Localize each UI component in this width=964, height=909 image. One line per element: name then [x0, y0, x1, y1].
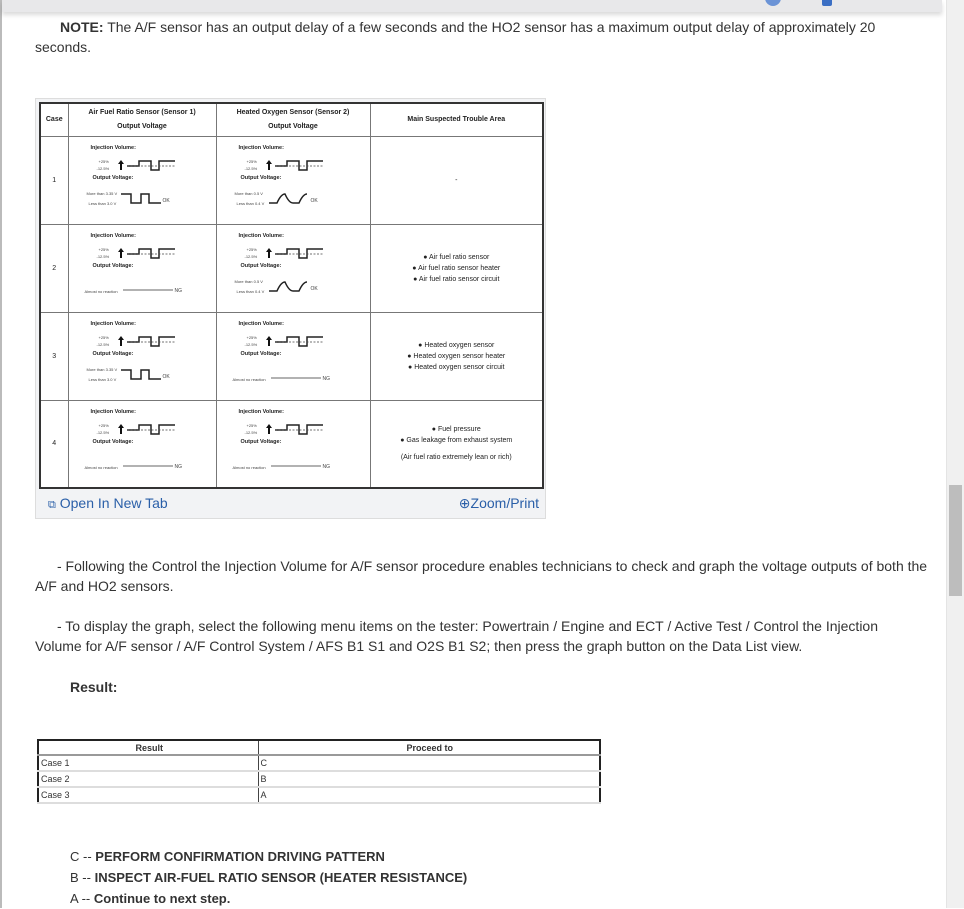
step-link[interactable]: INSPECT AIR-FUEL RATIO SENSOR (HEATER RESISTANCE): [94, 870, 468, 885]
plus-label: +25%: [98, 422, 109, 428]
header-trouble: Main Suspected Trouble Area: [370, 103, 543, 136]
output-label: Output Voltage:: [240, 438, 282, 445]
trouble-item: ● Heated oxygen sensor heater: [407, 352, 506, 360]
injection-waveform: [117, 423, 177, 437]
step-link[interactable]: PERFORM CONFIRMATION DRIVING PATTERN: [95, 849, 385, 864]
output-label: Output Voltage:: [92, 262, 134, 269]
injection-waveform: [265, 335, 325, 349]
af-sub: Output Voltage: [117, 123, 167, 131]
step-prefix: C --: [70, 849, 92, 864]
header-af: [68, 103, 216, 136]
lo-voltage-label: Less than 3.0 V: [88, 376, 117, 382]
injection-label: Injection Volume:: [90, 320, 136, 327]
trouble-text: Fuel pressure: [437, 426, 481, 434]
af-title: Air Fuel Ratio Sensor (Sensor 1): [88, 109, 196, 117]
diagnostic-table: [39, 102, 544, 489]
trouble-item: -: [455, 176, 458, 184]
table-row: [38, 771, 600, 787]
no-reaction-label: Almost no reaction: [84, 464, 118, 470]
proceed-cell: A: [258, 787, 600, 803]
note-text: The A/F sensor has an output delay of a few seconds and the HO2 sensor has a maximum output delay of approximately 20 seconds.: [35, 19, 876, 55]
injection-label: Injection Volume:: [238, 408, 284, 415]
lo-voltage-label: Less than 0.4 V: [236, 200, 265, 206]
no-reaction-label: Almost no reaction: [84, 288, 118, 294]
table-row: [40, 224, 543, 312]
ho2-title: Heated Oxygen Sensor (Sensor 2): [236, 109, 350, 117]
af-sensor-cell: [68, 312, 216, 400]
scrollbar-thumb[interactable]: [949, 485, 962, 596]
plus-label: +25%: [246, 422, 257, 428]
minus-label: -12.5%: [96, 341, 110, 347]
minus-label: -12.5%: [244, 341, 258, 347]
lo-voltage-label: Less than 3.0 V: [88, 200, 117, 206]
note-paragraph: [35, 17, 915, 57]
minus-label: -12.5%: [244, 429, 258, 435]
open-tab-label: Open In New Tab: [59, 495, 168, 511]
trouble-cell: [370, 312, 543, 400]
case-number: 3: [40, 312, 68, 400]
table-row: [40, 136, 543, 224]
ng-label: NG: [322, 463, 330, 470]
injection-label: Injection Volume:: [90, 408, 136, 415]
trouble-cell: [370, 136, 543, 224]
diagnostic-figure: [35, 98, 546, 519]
trouble-item: ● Air fuel ratio sensor: [423, 253, 490, 261]
result-cell: Case 1: [38, 755, 258, 771]
lo-voltage-label: Less than 0.4 V: [236, 288, 265, 294]
zoom-print-link[interactable]: [459, 495, 539, 512]
plus-label: +25%: [246, 246, 257, 252]
trouble-item: ● Fuel pressure: [431, 426, 481, 434]
plus-label: +25%: [98, 334, 109, 340]
af-sensor-cell: [68, 400, 216, 488]
minus-label: -12.5%: [96, 165, 110, 171]
next-steps: [70, 846, 467, 909]
injection-waveform: [117, 247, 177, 261]
injection-label: Injection Volume:: [90, 144, 136, 151]
plus-label: +25%: [246, 158, 257, 164]
flat-waveform: [271, 375, 321, 381]
trouble-item: ● Gas leakage from exhaust system: [400, 437, 513, 445]
zoom-print-label: Zoom/Print: [470, 495, 539, 511]
result-table: [37, 739, 601, 804]
output-label: Output Voltage:: [92, 438, 134, 445]
plus-label: +25%: [98, 158, 109, 164]
table-row: [40, 312, 543, 400]
trouble-item: ● Heated oxygen sensor circuit: [408, 363, 505, 371]
ok-label: OK: [310, 197, 318, 204]
ok-label: OK: [162, 373, 170, 380]
injection-label: Injection Volume:: [90, 232, 136, 239]
scrollbar-track[interactable]: [946, 0, 964, 908]
open-in-new-tab-link[interactable]: [48, 495, 168, 512]
ng-label: NG: [174, 287, 182, 294]
hi-voltage-label: More than 3.35 V: [86, 366, 118, 372]
step-c: [70, 846, 467, 867]
injection-label: Injection Volume:: [238, 144, 284, 151]
ng-label: NG: [322, 375, 330, 382]
trouble-cell: [370, 400, 543, 488]
header-case: Case: [40, 103, 68, 136]
sticky-header: [2, 0, 942, 12]
output-label: Output Voltage:: [240, 174, 282, 181]
avatar[interactable]: [765, 0, 781, 6]
zoom-icon: ⊕: [458, 495, 471, 511]
trouble-item: ● Air fuel ratio sensor circuit: [413, 275, 500, 283]
voltage-waveform: [121, 192, 163, 206]
paragraph-display-graph: - To display the graph, select the following menu items on the tester: Powertrain / Engine and ECT / Active Test / Control the Injection Volume for A/F sensor / A/F Control System / AFS B1 S1 and O2S B1 S2; then press the graph button on the Data List view.: [35, 618, 878, 654]
case-number: 4: [40, 400, 68, 488]
hi-voltage-label: More than 3.35 V: [86, 190, 118, 196]
minus-label: -12.5%: [96, 253, 110, 259]
proceed-cell: B: [258, 771, 600, 787]
flat-waveform: [271, 463, 321, 469]
minus-label: -12.5%: [244, 253, 258, 259]
ok-label: OK: [162, 197, 170, 204]
voltage-waveform: [269, 192, 311, 206]
ng-label: NG: [174, 463, 182, 470]
step-prefix: B --: [70, 870, 91, 885]
flat-waveform: [123, 287, 173, 293]
hi-voltage-label: More than 0.5 V: [234, 190, 263, 196]
trouble-text: Heated oxygen sensor heater: [413, 352, 506, 360]
injection-waveform: [265, 159, 325, 173]
injection-label: Injection Volume:: [238, 320, 284, 327]
minus-label: -12.5%: [244, 165, 258, 171]
ho2-sub: Output Voltage: [268, 123, 318, 131]
result-label: Result:: [70, 679, 118, 695]
plus-label: +25%: [246, 334, 257, 340]
table-row: [38, 787, 600, 803]
figure-links: [36, 491, 545, 517]
result-header: Result: [38, 740, 258, 755]
flat-waveform: [123, 463, 173, 469]
step-link[interactable]: Continue to next step.: [93, 891, 231, 906]
note-label: NOTE:: [60, 19, 104, 35]
output-label: Output Voltage:: [92, 174, 134, 181]
trouble-item: ● Air fuel ratio sensor heater: [412, 264, 501, 272]
case-number: 2: [40, 224, 68, 312]
result-cell: Case 2: [38, 771, 258, 787]
ok-label: OK: [310, 285, 318, 292]
injection-label: Injection Volume:: [238, 232, 284, 239]
window-border: [0, 0, 2, 908]
trouble-text: Air fuel ratio sensor circuit: [418, 275, 500, 283]
output-label: Output Voltage:: [92, 350, 134, 357]
no-reaction-label: Almost no reaction: [232, 376, 266, 382]
trouble-text: Gas leakage from exhaust system: [406, 437, 513, 445]
case-number: 1: [40, 136, 68, 224]
trouble-text: Air fuel ratio sensor: [428, 253, 490, 261]
trouble-cell: [370, 224, 543, 312]
step-b: [70, 867, 467, 888]
no-reaction-label: Almost no reaction: [232, 464, 266, 470]
result-cell: Case 3: [38, 787, 258, 803]
injection-waveform: [265, 247, 325, 261]
injection-waveform: [117, 335, 177, 349]
voltage-waveform: [121, 368, 163, 382]
step-a: [70, 888, 467, 909]
output-label: Output Voltage:: [240, 262, 282, 269]
af-sensor-cell: [68, 136, 216, 224]
header-ho2: [216, 103, 370, 136]
ho2-sensor-cell: [216, 400, 370, 488]
af-sensor-cell: [68, 224, 216, 312]
step-prefix: A --: [70, 891, 91, 906]
trouble-text: Heated oxygen sensor: [424, 341, 495, 349]
trouble-text: Heated oxygen sensor circuit: [414, 363, 505, 371]
table-row: [38, 755, 600, 771]
injection-waveform: [117, 159, 177, 173]
trouble-note: (Air fuel ratio extremely lean or rich): [400, 454, 512, 462]
proceed-cell: C: [258, 755, 600, 771]
plus-label: +25%: [98, 246, 109, 252]
voltage-waveform: [269, 280, 311, 294]
trouble-text: Air fuel ratio sensor heater: [418, 264, 501, 272]
hi-voltage-label: More than 0.5 V: [234, 278, 263, 284]
ho2-sensor-cell: [216, 136, 370, 224]
proceed-header: Proceed to: [258, 740, 600, 755]
output-label: Output Voltage:: [240, 350, 282, 357]
injection-waveform: [265, 423, 325, 437]
trouble-item: ● Heated oxygen sensor: [418, 341, 495, 349]
header-icon[interactable]: [822, 0, 832, 6]
open-tab-icon: ⧉: [48, 499, 56, 511]
ho2-sensor-cell: [216, 224, 370, 312]
paragraph-procedure: - Following the Control the Injection Volume for A/F sensor procedure enables technicians to check and graph the voltage outputs of both the A/F and HO2 sensors.: [35, 558, 928, 594]
table-row: [40, 400, 543, 488]
minus-label: -12.5%: [96, 429, 110, 435]
ho2-sensor-cell: [216, 312, 370, 400]
